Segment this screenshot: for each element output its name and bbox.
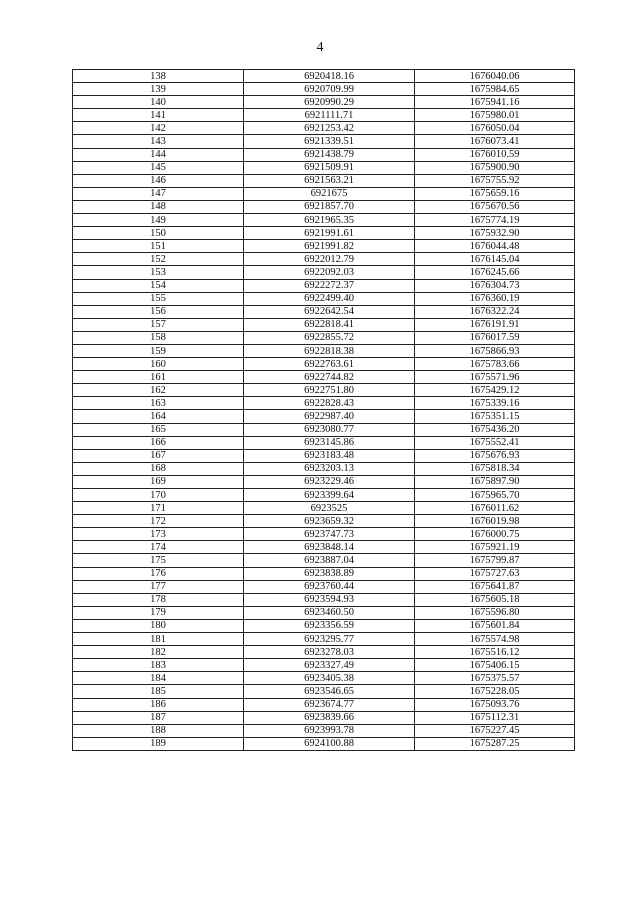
table-row <box>73 436 575 449</box>
table-row <box>73 423 575 436</box>
table-row <box>73 358 575 371</box>
point-number-cell: 178 <box>73 593 244 606</box>
table-row <box>73 135 575 148</box>
x-coordinate-cell: 6923839.66 <box>244 711 415 724</box>
y-coordinate-cell: 1676000.75 <box>415 528 575 541</box>
table-row <box>73 489 575 502</box>
table-row <box>73 266 575 279</box>
table-row <box>73 711 575 724</box>
y-coordinate-cell: 1675818.34 <box>415 462 575 475</box>
x-coordinate-cell: 6923848.14 <box>244 541 415 554</box>
y-coordinate-cell: 1676010.59 <box>415 148 575 161</box>
point-number-cell: 155 <box>73 292 244 305</box>
y-coordinate-cell: 1676360.19 <box>415 292 575 305</box>
y-coordinate-cell: 1675112.31 <box>415 711 575 724</box>
table-row <box>73 371 575 384</box>
y-coordinate-cell: 1675774.19 <box>415 214 575 227</box>
table-row <box>73 227 575 240</box>
point-number-cell: 188 <box>73 724 244 737</box>
y-coordinate-cell: 1676191.91 <box>415 318 575 331</box>
table-row <box>73 515 575 528</box>
point-number-cell: 161 <box>73 371 244 384</box>
y-coordinate-cell: 1675601.84 <box>415 619 575 632</box>
y-coordinate-cell: 1675783.66 <box>415 358 575 371</box>
x-coordinate-cell: 6922763.61 <box>244 358 415 371</box>
x-coordinate-cell: 6921111.71 <box>244 109 415 122</box>
point-number-cell: 156 <box>73 305 244 318</box>
y-coordinate-cell: 1675897.90 <box>415 475 575 488</box>
table-row <box>73 528 575 541</box>
x-coordinate-cell: 6921857.70 <box>244 200 415 213</box>
point-number-cell: 184 <box>73 672 244 685</box>
x-coordinate-cell: 6923356.59 <box>244 619 415 632</box>
table-row <box>73 724 575 737</box>
point-number-cell: 152 <box>73 253 244 266</box>
x-coordinate-cell: 6923327.49 <box>244 659 415 672</box>
point-number-cell: 145 <box>73 161 244 174</box>
table-row <box>73 174 575 187</box>
y-coordinate-cell: 1675984.65 <box>415 83 575 96</box>
table-row <box>73 606 575 619</box>
point-number-cell: 172 <box>73 515 244 528</box>
y-coordinate-cell: 1675921.19 <box>415 541 575 554</box>
x-coordinate-cell: 6921509.91 <box>244 161 415 174</box>
point-number-cell: 175 <box>73 554 244 567</box>
y-coordinate-cell: 1675552.41 <box>415 436 575 449</box>
x-coordinate-cell: 6920990.29 <box>244 96 415 109</box>
x-coordinate-cell: 6922828.43 <box>244 397 415 410</box>
point-number-cell: 143 <box>73 135 244 148</box>
table-row <box>73 96 575 109</box>
table-row <box>73 646 575 659</box>
table-row <box>73 449 575 462</box>
table-row <box>73 580 575 593</box>
y-coordinate-cell: 1675605.18 <box>415 593 575 606</box>
table-row <box>73 397 575 410</box>
point-number-cell: 182 <box>73 646 244 659</box>
table-row <box>73 344 575 357</box>
x-coordinate-cell: 6923080.77 <box>244 423 415 436</box>
x-coordinate-cell: 6923183.48 <box>244 449 415 462</box>
point-number-cell: 174 <box>73 541 244 554</box>
point-number-cell: 164 <box>73 410 244 423</box>
x-coordinate-cell: 6922012.79 <box>244 253 415 266</box>
point-number-cell: 150 <box>73 227 244 240</box>
y-coordinate-cell: 1676145.04 <box>415 253 575 266</box>
y-coordinate-cell: 1675670.56 <box>415 200 575 213</box>
x-coordinate-cell: 6920418.16 <box>244 70 415 83</box>
y-coordinate-cell: 1676011.62 <box>415 502 575 515</box>
y-coordinate-cell: 1675727.63 <box>415 567 575 580</box>
x-coordinate-cell: 6921339.51 <box>244 135 415 148</box>
x-coordinate-cell: 6923145.86 <box>244 436 415 449</box>
table-row <box>73 502 575 515</box>
point-number-cell: 159 <box>73 344 244 357</box>
page-number: 4 <box>316 40 324 55</box>
x-coordinate-cell: 6923525 <box>244 502 415 515</box>
y-coordinate-cell: 1676019.98 <box>415 515 575 528</box>
x-coordinate-cell: 6921991.61 <box>244 227 415 240</box>
point-number-cell: 148 <box>73 200 244 213</box>
y-coordinate-cell: 1675941.16 <box>415 96 575 109</box>
table-row <box>73 672 575 685</box>
table-row <box>73 633 575 646</box>
y-coordinate-cell: 1675093.76 <box>415 698 575 711</box>
table-row <box>73 305 575 318</box>
table-row <box>73 619 575 632</box>
y-coordinate-cell: 1675406.15 <box>415 659 575 672</box>
table-row <box>73 122 575 135</box>
table-row <box>73 410 575 423</box>
table-row <box>73 148 575 161</box>
y-coordinate-cell: 1675574.98 <box>415 633 575 646</box>
x-coordinate-cell: 6921438.79 <box>244 148 415 161</box>
x-coordinate-cell: 6921675 <box>244 187 415 200</box>
point-number-cell: 144 <box>73 148 244 161</box>
x-coordinate-cell: 6923460.50 <box>244 606 415 619</box>
point-number-cell: 187 <box>73 711 244 724</box>
x-coordinate-cell: 6923229.46 <box>244 475 415 488</box>
point-number-cell: 139 <box>73 83 244 96</box>
point-number-cell: 141 <box>73 109 244 122</box>
x-coordinate-cell: 6923674.77 <box>244 698 415 711</box>
point-number-cell: 181 <box>73 633 244 646</box>
x-coordinate-cell: 6923993.78 <box>244 724 415 737</box>
y-coordinate-cell: 1676245.66 <box>415 266 575 279</box>
y-coordinate-cell: 1676304.73 <box>415 279 575 292</box>
y-coordinate-cell: 1676073.41 <box>415 135 575 148</box>
x-coordinate-cell: 6922855.72 <box>244 331 415 344</box>
coordinates-table-body <box>73 70 575 751</box>
x-coordinate-cell: 6921965.35 <box>244 214 415 227</box>
x-coordinate-cell: 6923405.38 <box>244 672 415 685</box>
x-coordinate-cell: 6924100.88 <box>244 737 415 750</box>
y-coordinate-cell: 1675227.45 <box>415 724 575 737</box>
point-number-cell: 165 <box>73 423 244 436</box>
x-coordinate-cell: 6923760.44 <box>244 580 415 593</box>
x-coordinate-cell: 6922272.37 <box>244 279 415 292</box>
point-number-cell: 147 <box>73 187 244 200</box>
table-row <box>73 253 575 266</box>
point-number-cell: 180 <box>73 619 244 632</box>
table-row <box>73 685 575 698</box>
y-coordinate-cell: 1675571.96 <box>415 371 575 384</box>
table-row <box>73 292 575 305</box>
x-coordinate-cell: 6923594.93 <box>244 593 415 606</box>
x-coordinate-cell: 6921253.42 <box>244 122 415 135</box>
x-coordinate-cell: 6923838.89 <box>244 567 415 580</box>
point-number-cell: 151 <box>73 240 244 253</box>
table-row <box>73 384 575 397</box>
x-coordinate-cell: 6923546.65 <box>244 685 415 698</box>
table-row <box>73 109 575 122</box>
table-row <box>73 659 575 672</box>
x-coordinate-cell: 6922642.54 <box>244 305 415 318</box>
x-coordinate-cell: 6923747.73 <box>244 528 415 541</box>
point-number-cell: 176 <box>73 567 244 580</box>
x-coordinate-cell: 6922818.41 <box>244 318 415 331</box>
point-number-cell: 140 <box>73 96 244 109</box>
y-coordinate-cell: 1675799.87 <box>415 554 575 567</box>
x-coordinate-cell: 6922987.40 <box>244 410 415 423</box>
table-row <box>73 737 575 750</box>
y-coordinate-cell: 1675351.15 <box>415 410 575 423</box>
y-coordinate-cell: 1675516.12 <box>415 646 575 659</box>
point-number-cell: 162 <box>73 384 244 397</box>
y-coordinate-cell: 1675932.90 <box>415 227 575 240</box>
x-coordinate-cell: 6923887.04 <box>244 554 415 567</box>
x-coordinate-cell: 6922818.38 <box>244 344 415 357</box>
y-coordinate-cell: 1676322.24 <box>415 305 575 318</box>
table-row <box>73 541 575 554</box>
point-number-cell: 171 <box>73 502 244 515</box>
table-row <box>73 200 575 213</box>
y-coordinate-cell: 1675375.57 <box>415 672 575 685</box>
point-number-cell: 169 <box>73 475 244 488</box>
point-number-cell: 146 <box>73 174 244 187</box>
coordinates-table <box>72 69 575 751</box>
x-coordinate-cell: 6920709.99 <box>244 83 415 96</box>
point-number-cell: 149 <box>73 214 244 227</box>
x-coordinate-cell: 6923278.03 <box>244 646 415 659</box>
y-coordinate-cell: 1675900.90 <box>415 161 575 174</box>
x-coordinate-cell: 6921563.21 <box>244 174 415 187</box>
y-coordinate-cell: 1675596.80 <box>415 606 575 619</box>
x-coordinate-cell: 6923659.32 <box>244 515 415 528</box>
y-coordinate-cell: 1675866.93 <box>415 344 575 357</box>
table-row <box>73 318 575 331</box>
y-coordinate-cell: 1675980.01 <box>415 109 575 122</box>
x-coordinate-cell: 6922744.82 <box>244 371 415 384</box>
point-number-cell: 170 <box>73 489 244 502</box>
x-coordinate-cell: 6922092.03 <box>244 266 415 279</box>
table-row <box>73 567 575 580</box>
point-number-cell: 173 <box>73 528 244 541</box>
point-number-cell: 142 <box>73 122 244 135</box>
table-row <box>73 462 575 475</box>
point-number-cell: 138 <box>73 70 244 83</box>
table-row <box>73 279 575 292</box>
y-coordinate-cell: 1675436.20 <box>415 423 575 436</box>
y-coordinate-cell: 1675641.87 <box>415 580 575 593</box>
point-number-cell: 160 <box>73 358 244 371</box>
point-number-cell: 189 <box>73 737 244 750</box>
table-row <box>73 554 575 567</box>
table-row <box>73 70 575 83</box>
point-number-cell: 168 <box>73 462 244 475</box>
table-row <box>73 187 575 200</box>
x-coordinate-cell: 6922751.80 <box>244 384 415 397</box>
point-number-cell: 158 <box>73 331 244 344</box>
table-row <box>73 698 575 711</box>
point-number-cell: 185 <box>73 685 244 698</box>
point-number-cell: 166 <box>73 436 244 449</box>
point-number-cell: 186 <box>73 698 244 711</box>
y-coordinate-cell: 1675429.12 <box>415 384 575 397</box>
point-number-cell: 183 <box>73 659 244 672</box>
x-coordinate-cell: 6923295.77 <box>244 633 415 646</box>
x-coordinate-cell: 6922499.40 <box>244 292 415 305</box>
y-coordinate-cell: 1675676.93 <box>415 449 575 462</box>
point-number-cell: 154 <box>73 279 244 292</box>
x-coordinate-cell: 6923399.64 <box>244 489 415 502</box>
table-row <box>73 240 575 253</box>
x-coordinate-cell: 6923203.13 <box>244 462 415 475</box>
y-coordinate-cell: 1676040.06 <box>415 70 575 83</box>
y-coordinate-cell: 1675755.92 <box>415 174 575 187</box>
table-row <box>73 83 575 96</box>
y-coordinate-cell: 1676017.59 <box>415 331 575 344</box>
point-number-cell: 167 <box>73 449 244 462</box>
x-coordinate-cell: 6921991.82 <box>244 240 415 253</box>
table-row <box>73 161 575 174</box>
y-coordinate-cell: 1676050.04 <box>415 122 575 135</box>
y-coordinate-cell: 1676044.48 <box>415 240 575 253</box>
table-row <box>73 331 575 344</box>
y-coordinate-cell: 1675287.25 <box>415 737 575 750</box>
table-row <box>73 475 575 488</box>
y-coordinate-cell: 1675228.05 <box>415 685 575 698</box>
point-number-cell: 157 <box>73 318 244 331</box>
point-number-cell: 179 <box>73 606 244 619</box>
y-coordinate-cell: 1675339.16 <box>415 397 575 410</box>
point-number-cell: 153 <box>73 266 244 279</box>
table-row <box>73 214 575 227</box>
point-number-cell: 177 <box>73 580 244 593</box>
table-row <box>73 593 575 606</box>
point-number-cell: 163 <box>73 397 244 410</box>
y-coordinate-cell: 1675659.16 <box>415 187 575 200</box>
y-coordinate-cell: 1675965.70 <box>415 489 575 502</box>
